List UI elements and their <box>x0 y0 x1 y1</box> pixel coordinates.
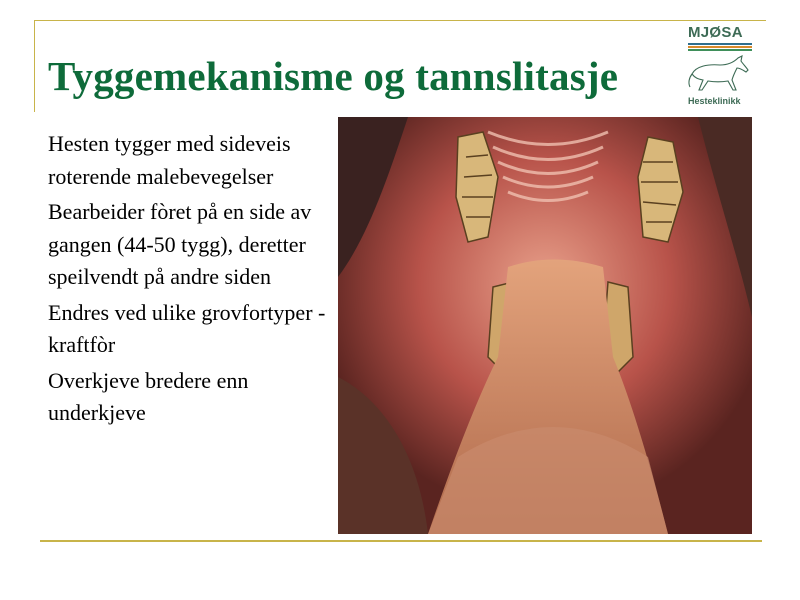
logo-stripe-orange <box>688 46 752 48</box>
logo-stripe-green <box>688 49 752 51</box>
frame-top-rule <box>34 20 766 21</box>
bullet-item: Endres ved ulike grovfortyper - kraftfòr <box>48 299 326 357</box>
footer-rule <box>40 540 762 542</box>
clinic-logo <box>684 22 754 110</box>
bullet-list <box>48 128 328 433</box>
frame-left-rule <box>34 20 35 112</box>
logo-word: MJØSA <box>688 24 743 41</box>
logo-stripe-blue <box>688 43 752 45</box>
logo-subtitle: Hesteklinikk <box>688 96 741 106</box>
bullet-item: Overkjeve bredere enn underkjeve <box>48 367 249 425</box>
bullet-item: Hesten tygger med sideveis roterende malebevegelser <box>48 131 291 189</box>
slide-title: Tyggemekanisme og tannslitasje <box>48 53 619 99</box>
horse-icon <box>686 52 752 94</box>
horse-mouth-photo <box>338 117 752 534</box>
bullet-item: Bearbeider fòret på en side av gangen (44-50 tygg), deretter speilvendt på andre siden <box>48 199 312 289</box>
